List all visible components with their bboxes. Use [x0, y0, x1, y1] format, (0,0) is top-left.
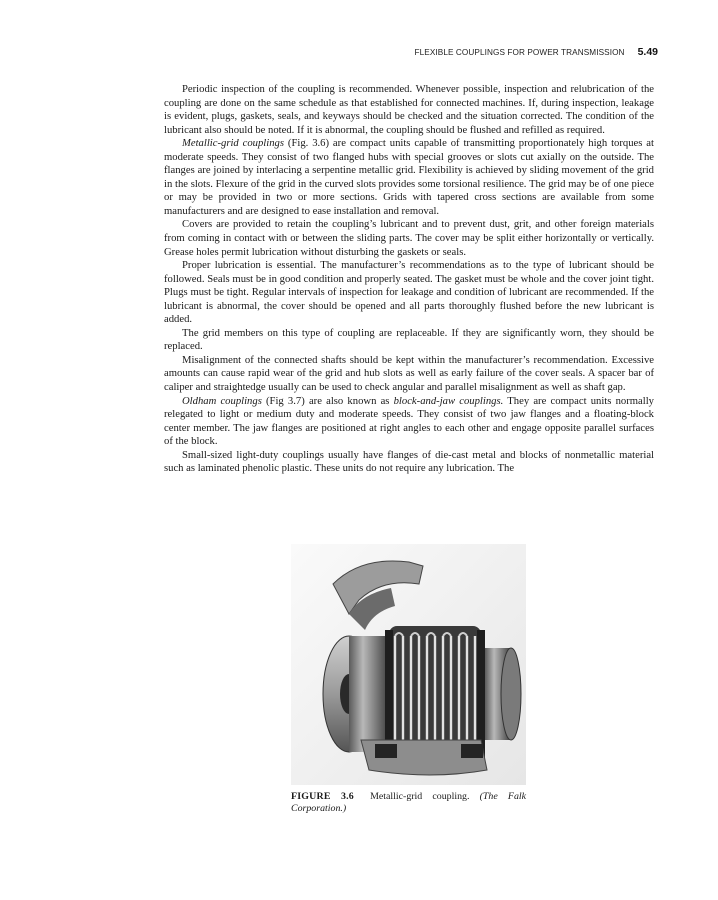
figure-label: FIGURE 3.6 — [291, 791, 354, 802]
body-text — [164, 83, 654, 476]
paragraph-text: Periodic inspection of the coupling is recommended. Whenever possible, inspection and relubrication of the coupling are done on the same schedule as that established for connected machines. If, during inspection, leakage is evident, plugs, gaskets, seals, and keyways should be checked and the situation corrected. The condition of the lubricant also should be noted. If it is abnormal, the coupling should be flushed and refilled as required. — [164, 84, 654, 136]
page-number: 5.49 — [637, 46, 658, 58]
right-hub-end — [501, 648, 521, 740]
figure-caption — [291, 791, 526, 815]
coupling-illustration — [291, 544, 526, 785]
left-hub-body — [349, 636, 389, 752]
paragraph-emphasis: Oldham couplings — [182, 395, 262, 407]
paragraph-emphasis: block-and-jaw couplings. — [393, 395, 504, 407]
paragraph — [164, 327, 654, 354]
paragraph-text: They are compact units normally relegated to light or medium duty and moderate speeds. They consist of two jaw flanges and a floating-block center member. The jaw flanges are positioned at right angles to each other and engage opposite parallel surfaces of the block. — [164, 395, 654, 448]
paragraph-text: (Fig. 3.6) are compact units capable of transmitting proportionately high torques at moderate speeds. They consist of two flanged hubs with special grooves or slots cut axially on the outside. The flanges are joined by interlacing a serpentine metallic grid. Flexibility is achieved by sliding movement of the grid in the slots. Flexure of the grid in the curved slots provides some torsional resilience. The grid may be of one piece or may be provided in two or more sections. Grids with tapered cross sections are available from some manufacturers and are designed to ease installation and removal. — [164, 138, 654, 217]
paragraph — [164, 83, 654, 137]
paragraph — [164, 259, 654, 327]
running-header — [164, 46, 658, 62]
paragraph-text: Misalignment of the connected shafts should be kept within the manufacturer’s recommendation. Excessive amounts can cause rapid wear of the grid and hub slots as well as early failure of the cover seals. A spacer bar of caliper and straightedge usually can be used to check angular and parallel misalignment as well as shaft gap. — [164, 354, 654, 394]
left-seal — [385, 630, 393, 758]
paragraph-text: Covers are provided to retain the coupling’s lubricant and to prevent dust, grit, and other foreign materials from coming in contact with or between the sliding parts. The cover may be split either horizontally or vertically. Grease holes permit lubrication without disturbing the gaskets or seals. — [164, 219, 654, 258]
paragraph — [164, 137, 654, 218]
figure-caption-text: Metallic-grid coupling. — [370, 791, 470, 802]
paragraph-emphasis: Metallic-grid couplings — [182, 138, 285, 150]
figure-3-6 — [291, 544, 526, 785]
lower-cover-flange-right — [461, 744, 483, 758]
figure-credit: (The Falk Corporation.) — [291, 791, 527, 815]
paragraph-text: Small-sized light-duty couplings usually have flanges of die-cast metal and blocks of nonmetallic material such as laminated phenolic plastic. These units do not require any lubrication. The — [164, 449, 654, 475]
paragraph-text: (Fig 3.7) are also known as — [261, 395, 394, 407]
right-seal — [477, 630, 485, 758]
lower-cover-flange — [375, 744, 397, 758]
paragraph-text: Proper lubrication is essential. The manufacturer’s recommendations as to the type of lubricant should be followed. Seals must be in good condition and properly seated. The gasket must be whole and the cover joint tight. Plugs must be tight. Regular intervals of inspection for leakage and condition of lubricant are recommended. If the lubricant is abnormal, the cover should be opened and all parts thoroughly flushed before the new lubricant is added. — [164, 260, 654, 326]
paragraph — [164, 354, 654, 395]
paragraph — [164, 395, 654, 449]
paragraph — [164, 449, 654, 476]
paragraph — [164, 218, 654, 259]
running-title: FLEXIBLE COUPLINGS FOR POWER TRANSMISSION — [414, 48, 625, 57]
paragraph-text: The grid members on this type of coupling are replaceable. If they are significantly worn, they should be replaced. — [164, 327, 654, 353]
